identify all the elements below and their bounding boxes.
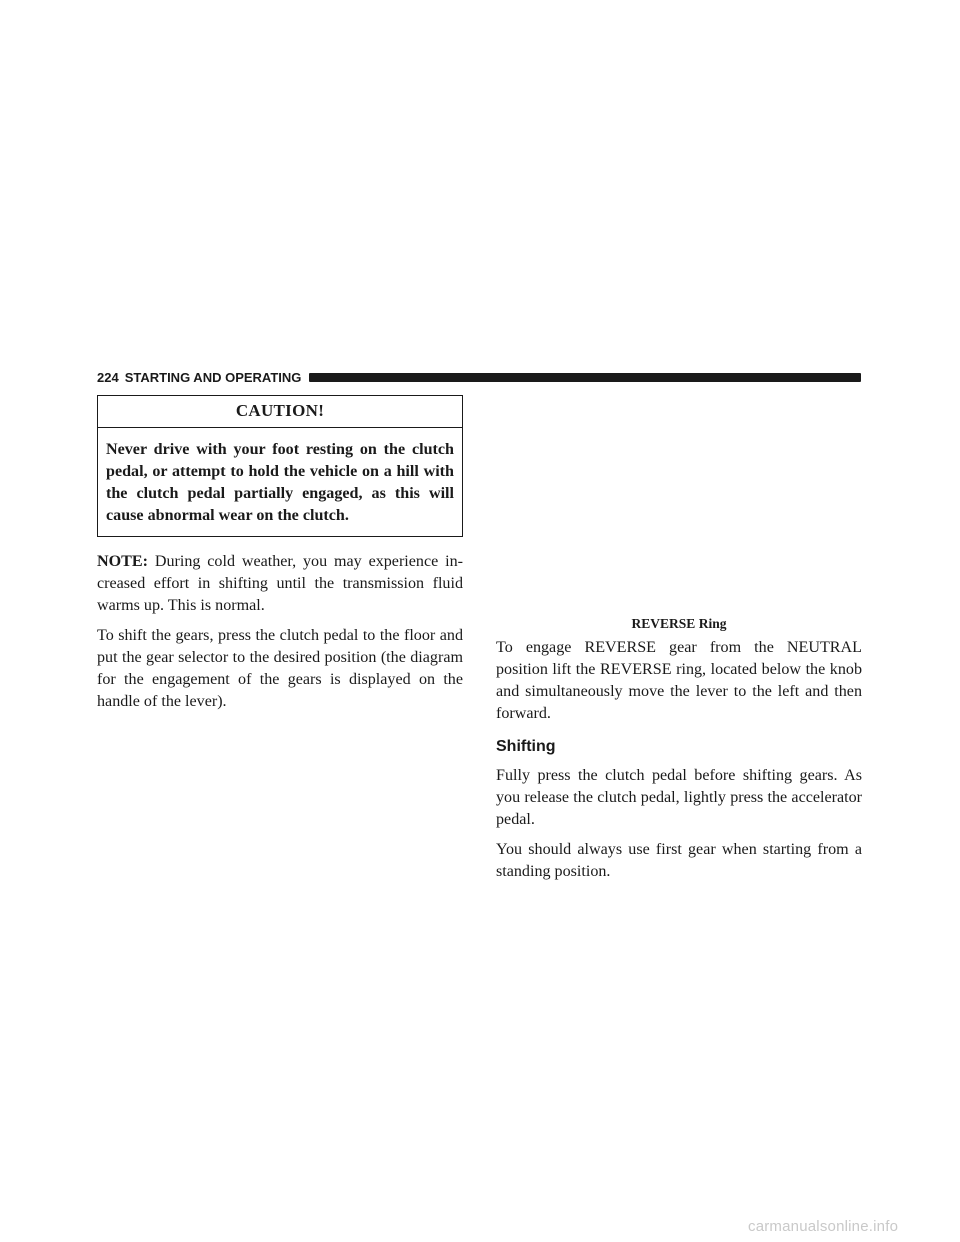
- header-rule: [309, 373, 861, 382]
- section-title: STARTING AND OPERATING: [124, 369, 302, 385]
- shifting-heading: Shifting: [496, 738, 556, 755]
- page-number: 224: [97, 369, 119, 385]
- note-paragraph: [97, 551, 463, 617]
- left-column: [97, 395, 463, 721]
- caution-text: Never drive with your foot resting on the clutch pedal, or attempt to hold the vehicle on a hill with the clutch pedal partially engaged, as this will cause abnormal wear on the clutch.: [106, 441, 454, 524]
- note-label: NOTE:: [97, 553, 148, 570]
- shifting-paragraph-2: You should always use first gear when starting from a standing position.: [496, 841, 862, 880]
- page-header: [97, 368, 861, 386]
- right-column: [496, 395, 862, 891]
- reverse-ring-figure: [496, 395, 862, 615]
- caution-box: [97, 395, 463, 537]
- note-text: During cold weather, you may experience increased effort in shifting until the transmission fluid warms up. This is normal.: [97, 553, 463, 614]
- caution-title: CAUTION!: [98, 396, 462, 428]
- shift-gears-paragraph: To shift the gears, press the clutch pedal to the floor and put the gear selector to the desired position (the diagram for the engagement of the gears is displayed on the handle of the lever).: [97, 627, 463, 710]
- figure-caption: REVERSE Ring: [631, 616, 727, 631]
- reverse-paragraph: To engage REVERSE gear from the NEUTRAL position lift the REVERSE ring, located below the knob and simultaneously move the lever to the left and then forward.: [496, 639, 862, 722]
- watermark-link[interactable]: carmanualsonline.info: [748, 1218, 899, 1235]
- shifting-paragraph-1: Fully press the clutch pedal before shifting gears. As you release the clutch pedal, lightly press the accelerator pedal.: [496, 767, 862, 828]
